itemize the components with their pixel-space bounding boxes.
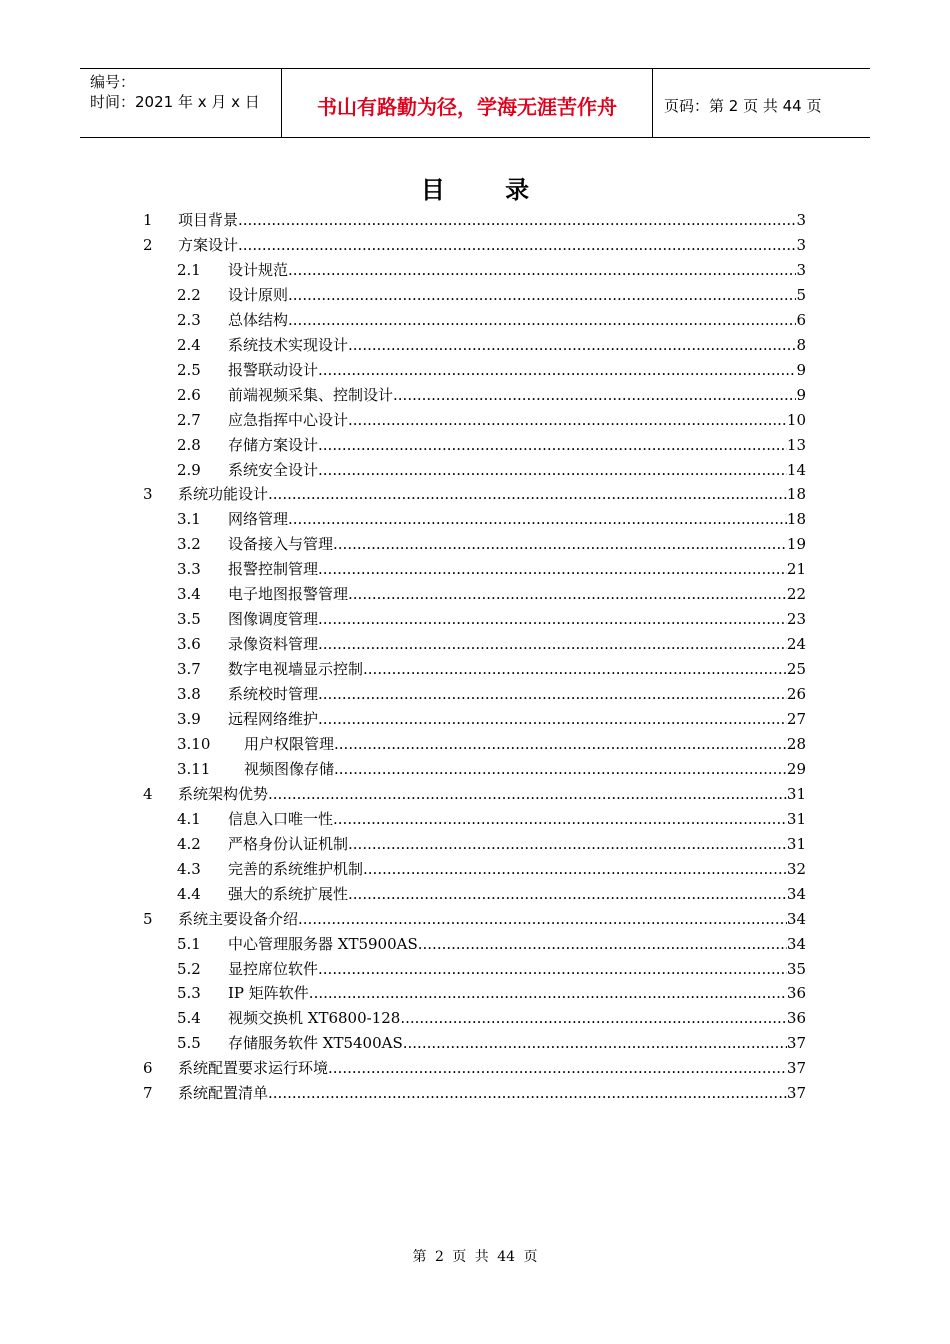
toc-entry-label: 网络管理 xyxy=(228,510,289,529)
toc-entry[interactable] xyxy=(143,233,806,258)
toc-entry-number: 2.2 xyxy=(177,285,201,304)
toc-entry-number: 5.1 xyxy=(177,934,201,953)
toc-dot-leader xyxy=(333,807,787,832)
toc-entry-page: 24 xyxy=(786,635,806,654)
toc-entry[interactable] xyxy=(177,557,806,582)
toc-dot-leader xyxy=(298,907,787,932)
toc-entry-page: 31 xyxy=(786,784,806,803)
toc-entry-label: 设备接入与管理 xyxy=(228,535,334,554)
toc-entry-label: 严格身份认证机制 xyxy=(228,834,349,853)
toc-entry[interactable] xyxy=(177,1006,806,1031)
toc-entry[interactable] xyxy=(177,882,806,907)
toc-entry-page: 3 xyxy=(796,260,806,279)
toc-entry-page: 32 xyxy=(786,859,806,878)
toc-dot-leader xyxy=(318,607,787,632)
toc-entry-page: 36 xyxy=(786,984,806,1003)
toc-entry-page: 29 xyxy=(786,759,806,778)
header-left-cell xyxy=(80,69,281,137)
toc-entry-label: 视频交换机 XT6800-128 xyxy=(228,1009,401,1028)
toc-entry-label: 报警控制管理 xyxy=(228,560,319,579)
toc-entry-label: 设计原则 xyxy=(228,285,289,304)
toc-entry-label: 项目背景 xyxy=(178,211,239,229)
toc-entry-page: 5 xyxy=(796,285,806,304)
toc-dot-leader xyxy=(318,957,787,982)
toc-entry[interactable] xyxy=(143,482,806,507)
toc-dot-leader xyxy=(318,458,787,483)
toc-dot-leader xyxy=(288,283,796,308)
toc-entry[interactable] xyxy=(177,582,806,607)
toc-entry[interactable] xyxy=(177,333,806,358)
toc-entry-number: 4.3 xyxy=(177,859,201,878)
toc-entry[interactable] xyxy=(177,383,806,408)
toc-entry-number: 3.8 xyxy=(177,685,201,704)
toc-dot-leader xyxy=(400,1006,787,1031)
toc-entry-label: 系统技术实现设计 xyxy=(228,335,349,354)
toc-entry[interactable] xyxy=(177,657,806,682)
toc-entry-label: 中心管理服务器 XT5900AS xyxy=(228,934,418,953)
toc-entry-page: 18 xyxy=(786,485,806,504)
page-footer: 第 2 页 共 44 页 xyxy=(412,1249,538,1265)
toc-dot-leader xyxy=(288,507,787,532)
toc-entry[interactable] xyxy=(177,757,806,782)
toc-entry-page: 37 xyxy=(786,1034,806,1053)
toc-entry-label: 用户权限管理 xyxy=(244,734,335,753)
toc-entry[interactable] xyxy=(177,408,806,433)
toc-entry-page: 3 xyxy=(796,235,806,254)
toc-entry[interactable] xyxy=(177,932,806,957)
toc-entry[interactable] xyxy=(143,1056,806,1081)
toc-entry-page: 23 xyxy=(786,610,806,629)
toc-entry-label: 系统安全设计 xyxy=(228,460,319,479)
toc-entry-label: 系统功能设计 xyxy=(178,485,269,504)
toc-title: 目 录 xyxy=(420,176,556,204)
toc-dot-leader xyxy=(318,433,787,458)
toc-entry-page: 27 xyxy=(786,710,806,728)
toc-entry-label: 强大的系统扩展性 xyxy=(228,884,349,903)
toc-dot-leader xyxy=(268,1081,787,1106)
toc-entry-page: 25 xyxy=(786,660,806,679)
toc-entry-number: 2.7 xyxy=(177,410,201,429)
toc-entry[interactable] xyxy=(177,957,806,982)
toc-dot-leader xyxy=(309,981,787,1006)
toc-entry[interactable] xyxy=(177,308,806,333)
toc-entry[interactable] xyxy=(177,807,806,832)
toc-entry-number: 5.4 xyxy=(177,1009,201,1028)
toc-dot-leader xyxy=(318,557,787,582)
toc-entry-number: 6 xyxy=(143,1059,153,1078)
toc-entry[interactable] xyxy=(177,258,806,283)
toc-entry-number: 3.10 xyxy=(177,734,211,753)
toc-entry-number: 3.6 xyxy=(177,635,201,654)
toc-entry-number: 3.9 xyxy=(177,710,201,728)
toc-dot-leader xyxy=(333,532,787,557)
toc-dot-leader xyxy=(318,707,787,732)
header-page-info: 页码：第 2 页 共 44 页 xyxy=(664,96,822,115)
toc-entry-number: 3.5 xyxy=(177,610,201,629)
toc-dot-leader xyxy=(238,233,796,258)
toc-entry-label: 电子地图报警管理 xyxy=(228,585,349,604)
toc-dot-leader xyxy=(318,632,787,657)
toc-entry[interactable] xyxy=(177,632,806,657)
toc-dot-leader xyxy=(348,882,787,907)
toc-entry[interactable] xyxy=(177,732,806,757)
toc-entry-number: 4 xyxy=(143,784,153,803)
toc-entry-label: 系统配置清单 xyxy=(178,1084,269,1103)
toc-entry-number: 3.4 xyxy=(177,585,201,604)
toc-entry-number: 3.3 xyxy=(177,560,201,579)
toc-entry-label: 应急指挥中心设计 xyxy=(228,410,349,429)
toc-entry-number: 5 xyxy=(143,909,153,928)
toc-entry-label: 方案设计 xyxy=(178,235,239,254)
toc-entry[interactable] xyxy=(143,782,806,807)
toc-entry-label: 系统主要设备介绍 xyxy=(178,909,299,928)
toc-entry[interactable] xyxy=(143,907,806,932)
toc-dot-leader xyxy=(318,358,796,383)
toc-entry-label: 完善的系统维护机制 xyxy=(228,859,364,878)
toc-dot-leader xyxy=(334,757,787,782)
document-time-label: 时间：2021 年 x 月 x 日 xyxy=(90,93,260,111)
toc-entry-label: 信息入口唯一性 xyxy=(228,809,334,828)
toc-dot-leader xyxy=(348,408,787,433)
toc-dot-leader xyxy=(363,857,787,882)
toc-entry-number: 5.2 xyxy=(177,959,201,978)
toc-entry-label: IP 矩阵软件 xyxy=(228,984,309,1003)
toc-dot-leader xyxy=(348,582,787,607)
document-number-label: 编号： xyxy=(90,73,136,91)
toc-entry-number: 4.4 xyxy=(177,884,201,903)
toc-entry-page: 34 xyxy=(786,909,806,928)
toc-entry-label: 设计规范 xyxy=(228,260,289,279)
toc-entry-page: 37 xyxy=(786,1059,806,1078)
toc-entry-page: 3 xyxy=(796,211,806,229)
toc-entry-page: 37 xyxy=(786,1084,806,1103)
toc-entry-page: 9 xyxy=(796,385,806,404)
toc-entry-page: 13 xyxy=(786,435,806,454)
header-motto: 书山有路勤为径，学海无涯苦作舟 xyxy=(281,69,653,137)
toc-entry-label: 数字电视墙显示控制 xyxy=(228,660,364,679)
toc-entry-page: 35 xyxy=(786,959,806,978)
toc-entry-page: 34 xyxy=(786,934,806,953)
toc-entry-page: 28 xyxy=(786,734,806,753)
toc-entry-number: 5.5 xyxy=(177,1034,201,1053)
toc-dot-leader xyxy=(418,932,787,957)
toc-dot-leader xyxy=(363,657,787,682)
toc-entry-page: 19 xyxy=(786,535,806,554)
toc-entry-number: 3.11 xyxy=(177,759,211,778)
toc-dot-leader xyxy=(268,782,787,807)
toc-dot-leader xyxy=(318,682,787,707)
toc-entry-number: 4.2 xyxy=(177,834,201,853)
toc-dot-leader xyxy=(403,1031,787,1056)
toc-entry-number: 1 xyxy=(143,211,153,229)
page-header xyxy=(80,68,870,138)
toc-entry-page: 9 xyxy=(796,360,806,379)
toc-entry-page: 21 xyxy=(786,560,806,579)
toc-entry-number: 5.3 xyxy=(177,984,201,1003)
toc-dot-leader xyxy=(393,383,796,408)
toc-entry-page: 34 xyxy=(786,884,806,903)
toc-entry-page: 31 xyxy=(786,834,806,853)
toc-dot-leader xyxy=(348,832,787,857)
toc-entry-page: 31 xyxy=(786,809,806,828)
toc-entry-label: 系统架构优势 xyxy=(178,784,269,803)
toc-entry-number: 3.2 xyxy=(177,535,201,554)
toc-entry-label: 前端视频采集、控制设计 xyxy=(228,385,394,404)
toc-entry-number: 2.9 xyxy=(177,460,201,479)
toc-entry-number: 3.7 xyxy=(177,660,201,679)
toc-entry-label: 远程网络维护 xyxy=(228,710,319,728)
toc-entry[interactable] xyxy=(177,1031,806,1056)
toc-entry-number: 4.1 xyxy=(177,809,201,828)
toc-dot-leader xyxy=(288,258,796,283)
toc-entry-label: 报警联动设计 xyxy=(228,360,319,379)
toc-entry[interactable] xyxy=(177,832,806,857)
toc-entry[interactable] xyxy=(177,532,806,557)
toc-entry[interactable] xyxy=(177,458,806,483)
toc-entry-page: 6 xyxy=(796,310,806,329)
toc-entry-page: 22 xyxy=(786,585,806,604)
toc-entry-label: 系统校时管理 xyxy=(228,685,319,704)
toc-entry-label: 视频图像存储 xyxy=(244,759,335,778)
toc-entry[interactable] xyxy=(177,358,806,383)
toc-entry-label: 图像调度管理 xyxy=(228,610,319,629)
toc-entry-page: 26 xyxy=(786,685,806,704)
toc-entry-label: 系统配置要求运行环境 xyxy=(178,1059,329,1078)
toc-entry-page: 14 xyxy=(786,460,806,479)
toc-entry-page: 8 xyxy=(796,335,806,354)
toc-entry-number: 2.1 xyxy=(177,260,201,279)
toc-entry[interactable] xyxy=(143,1081,806,1106)
toc-entry-number: 3 xyxy=(143,485,153,504)
toc-entry[interactable] xyxy=(177,857,806,882)
toc-dot-leader xyxy=(334,732,787,757)
toc-entry[interactable] xyxy=(177,607,806,632)
toc-entry-label: 显控席位软件 xyxy=(228,959,319,978)
toc-entry-label: 存储方案设计 xyxy=(228,435,319,454)
toc-entry-number: 2.6 xyxy=(177,385,201,404)
toc-entry-label: 总体结构 xyxy=(228,310,289,329)
toc-dot-leader xyxy=(348,333,796,358)
toc-entry-number: 2.4 xyxy=(177,335,201,354)
toc-entry-number: 2.8 xyxy=(177,435,201,454)
toc-entry-page: 10 xyxy=(786,410,806,429)
toc-entry[interactable] xyxy=(177,507,806,532)
toc-entry-label: 录像资料管理 xyxy=(228,635,319,654)
toc-entry-page: 36 xyxy=(786,1009,806,1028)
toc-entry[interactable] xyxy=(177,433,806,458)
toc-entry-number: 2.5 xyxy=(177,360,201,379)
toc-entry[interactable] xyxy=(143,208,806,233)
toc-entry-page: 18 xyxy=(786,510,806,529)
toc-entry-number: 3.1 xyxy=(177,510,201,529)
toc-entry[interactable] xyxy=(177,981,806,1006)
toc-entry[interactable] xyxy=(177,707,806,732)
toc-dot-leader xyxy=(268,482,787,507)
toc-entry-number: 7 xyxy=(143,1084,153,1103)
toc-entry-label: 存储服务软件 XT5400AS xyxy=(228,1034,403,1053)
toc-dot-leader xyxy=(238,208,796,233)
toc-entry-number: 2.3 xyxy=(177,310,201,329)
toc-entry[interactable] xyxy=(177,682,806,707)
toc-entry-number: 2 xyxy=(143,235,153,254)
toc-dot-leader xyxy=(288,308,796,333)
toc-entry[interactable] xyxy=(177,283,806,308)
toc-dot-leader xyxy=(328,1056,787,1081)
